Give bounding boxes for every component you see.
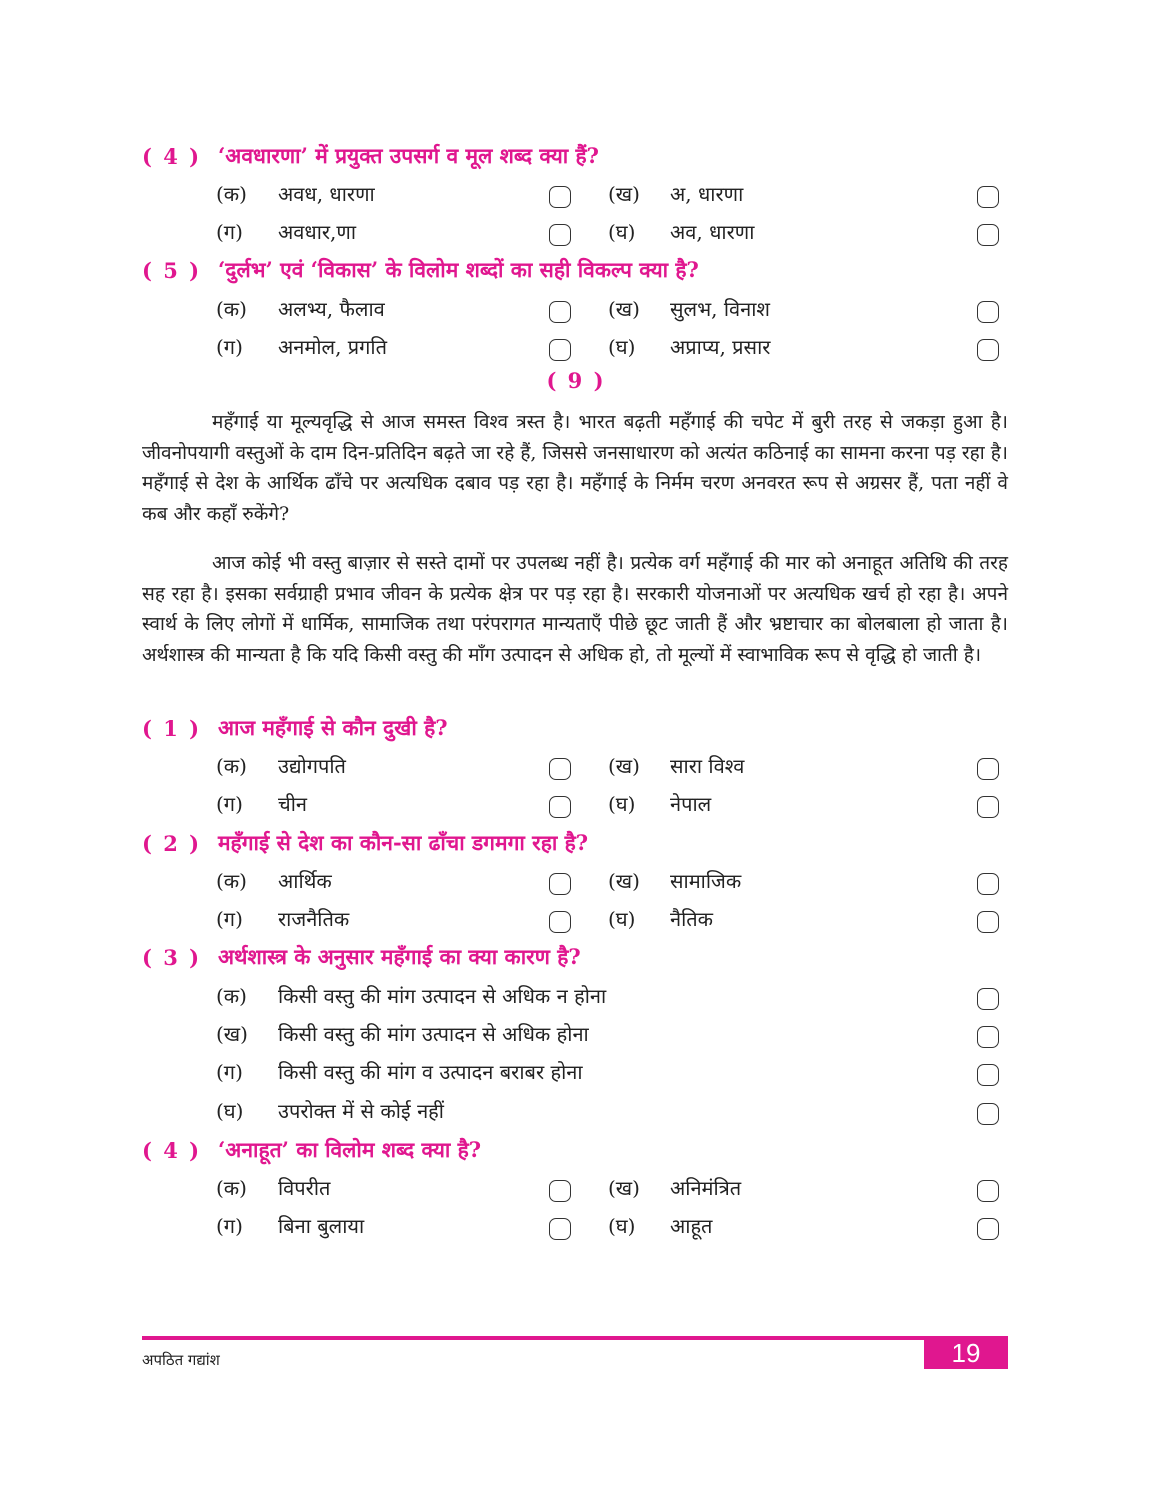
answer-checkbox[interactable]	[977, 339, 999, 361]
option-item	[608, 902, 713, 934]
answer-checkbox[interactable]	[549, 758, 571, 780]
option-text: अव, धारणा	[670, 219, 755, 244]
passage-paragraph: आज कोई भी वस्तु बाज़ार से सस्ते दामों पर उपलब्ध नहीं है। प्रत्येक वर्ग महँगाई की मार को अनाहूत अतिथि की तरह सह रहा है। इसका सर्वग्राही प्रभाव जीवन के प्रत्येक क्षेत्र पर पड़ रहा है। सरकारी योजनाओं पर अत्यधिक खर्च हो रहा है। अपने स्वार्थ के लिए लोगों में धार्मिक, सामाजिक तथा परंपरागत मान्यताएँ पीछे छूट जाती हैं और भ्रष्टाचार का बोलबाला हो जाता है। अर्थशास्त्र की मान्यता है कि यदि किसी वस्तु की माँग उत्पादन से अधिक हो, तो मूल्यों में स्वाभाविक रूप से वृद्धि हो जाती है।	[142, 552, 1008, 667]
answer-checkbox[interactable]	[977, 911, 999, 933]
question-title	[142, 139, 599, 173]
option-text: सुलभ, विनाश	[670, 296, 771, 321]
option-label: (घ)	[608, 334, 636, 359]
option-item	[216, 787, 307, 819]
answer-checkbox[interactable]	[549, 301, 571, 323]
answer-checkbox[interactable]	[977, 873, 999, 895]
option-text: अनिमंत्रित	[670, 1175, 742, 1200]
option-item	[608, 864, 741, 896]
option-label: (ख)	[608, 1175, 640, 1200]
option-item	[216, 902, 349, 934]
option-item	[608, 292, 770, 324]
option-item	[216, 1209, 364, 1241]
option-label: (घ)	[608, 791, 636, 816]
option-item	[216, 1094, 444, 1126]
option-text: सारा विश्व	[670, 753, 745, 778]
option-text: आहूत	[670, 1213, 713, 1238]
question-number: ( 2 )	[142, 830, 202, 856]
option-item	[216, 864, 332, 896]
option-label: (क)	[216, 983, 247, 1008]
option-text: अलभ्य, फैलाव	[278, 296, 385, 321]
option-item	[216, 1017, 589, 1049]
option-item	[608, 1209, 712, 1241]
question-number: ( 4 )	[142, 1137, 202, 1163]
option-label: (घ)	[216, 1098, 244, 1123]
option-text: विपरीत	[278, 1175, 331, 1200]
question-number: ( 5 )	[142, 257, 202, 283]
question-title	[142, 1133, 481, 1167]
option-item	[608, 330, 770, 362]
option-label: (क)	[216, 296, 247, 321]
question-title	[142, 940, 581, 974]
question-text: ‘अवधारणा’ में प्रयुक्त उपसर्ग व मूल शब्द क्या हैं?	[218, 143, 599, 168]
option-text: नैतिक	[670, 906, 714, 931]
option-text: राजनैतिक	[278, 906, 350, 931]
answer-checkbox[interactable]	[549, 873, 571, 895]
option-label: (घ)	[608, 1213, 636, 1238]
option-text: चीन	[278, 791, 307, 816]
passage-paragraph: महँगाई या मूल्यवृद्धि से आज समस्त विश्व त्रस्त है। भारत बढ़ती महँगाई की चपेट में बुरी तरह से जकड़ा हुआ है। जीवनोपयागी वस्तुओं के दाम दिन-प्रतिदिन बढ़ते जा रहे हैं, जिससे जनसाधारण को अत्यंत कठिनाई का सामना करना पड़ रहा है। महँगाई से देश के आर्थिक ढाँचे पर अत्यधिक दबाव पड़ रहा है। महँगाई के निर्मम चरण अनवरत रूप से अग्रसर हैं, पता नहीं वे कब और कहाँ रुकेंगे?	[142, 411, 1008, 526]
option-text: बिना बुलाया	[278, 1213, 365, 1238]
answer-checkbox[interactable]	[977, 1064, 999, 1086]
question-title	[142, 711, 448, 745]
answer-checkbox[interactable]	[977, 796, 999, 818]
option-text: नेपाल	[670, 791, 712, 816]
option-text: अ, धारणा	[670, 181, 744, 206]
answer-checkbox[interactable]	[977, 301, 999, 323]
page-number: 19	[924, 1337, 1008, 1369]
option-label: (ग)	[216, 1059, 243, 1084]
option-item	[216, 215, 356, 247]
option-label: (घ)	[608, 906, 636, 931]
option-item	[216, 749, 346, 781]
option-label: (ख)	[216, 1021, 248, 1046]
option-label: (ख)	[608, 753, 640, 778]
option-label: (क)	[216, 753, 247, 778]
option-label: (ग)	[216, 334, 243, 359]
option-label: (ख)	[608, 868, 640, 893]
footer-divider	[142, 1336, 1008, 1340]
option-label: (ग)	[216, 219, 243, 244]
answer-checkbox[interactable]	[977, 758, 999, 780]
option-item	[608, 749, 744, 781]
option-item	[216, 292, 385, 324]
option-text: अप्राप्य, प्रसार	[670, 334, 771, 359]
option-text: उद्योगपति	[278, 753, 346, 778]
option-text: अवधार,णा	[278, 219, 357, 244]
question-text: महँगाई से देश का कौन-सा ढाँचा डगमगा रहा है?	[218, 830, 589, 855]
question-text: अर्थशास्त्र के अनुसार महँगाई का क्या कारण है?	[218, 944, 581, 969]
option-text: किसी वस्तु की मांग व उत्पादन बराबर होना	[278, 1059, 583, 1084]
answer-checkbox[interactable]	[549, 1218, 571, 1240]
question-title	[142, 826, 588, 860]
option-item	[216, 979, 606, 1011]
answer-checkbox[interactable]	[977, 988, 999, 1010]
answer-checkbox[interactable]	[977, 1218, 999, 1240]
option-label: (ग)	[216, 791, 243, 816]
option-label: (ख)	[608, 296, 640, 321]
question-text: ‘अनाहूत’ का विलोम शब्द क्या है?	[218, 1137, 482, 1162]
option-item	[216, 330, 387, 362]
option-text: अवध, धारणा	[278, 181, 375, 206]
option-label: (ग)	[216, 906, 243, 931]
answer-checkbox[interactable]	[549, 339, 571, 361]
option-text: सामाजिक	[670, 868, 742, 893]
question-number: ( 3 )	[142, 944, 202, 970]
passage-number: ( 9 )	[546, 368, 606, 393]
option-item	[216, 1171, 330, 1203]
answer-checkbox[interactable]	[549, 224, 571, 246]
section-title: अपठित गद्यांश	[142, 1351, 220, 1369]
option-label: (क)	[216, 868, 247, 893]
answer-checkbox[interactable]	[549, 1180, 571, 1202]
answer-checkbox[interactable]	[977, 186, 999, 208]
option-text: किसी वस्तु की मांग उत्पादन से अधिक न होना	[278, 983, 607, 1008]
answer-checkbox[interactable]	[549, 911, 571, 933]
question-text: ‘दुर्लभ’ एवं ‘विकास’ के विलोम शब्दों का सही विकल्प क्या है?	[218, 257, 699, 282]
answer-checkbox[interactable]	[549, 186, 571, 208]
option-item	[608, 177, 743, 209]
question-title	[142, 253, 699, 287]
option-item	[608, 1171, 741, 1203]
option-item	[608, 787, 711, 819]
option-text: अनमोल, प्रगति	[278, 334, 388, 359]
question-text: आज महँगाई से कौन दुखी है?	[218, 715, 448, 740]
answer-checkbox[interactable]	[549, 796, 571, 818]
answer-checkbox[interactable]	[977, 1026, 999, 1048]
answer-checkbox[interactable]	[977, 1180, 999, 1202]
option-label: (क)	[216, 181, 247, 206]
option-label: (क)	[216, 1175, 247, 1200]
option-item	[608, 215, 754, 247]
option-label: (घ)	[608, 219, 636, 244]
option-label: (ग)	[216, 1213, 243, 1238]
option-text: आर्थिक	[278, 868, 332, 893]
answer-checkbox[interactable]	[977, 1103, 999, 1125]
question-number: ( 4 )	[142, 143, 202, 169]
answer-checkbox[interactable]	[977, 224, 999, 246]
option-label: (ख)	[608, 181, 640, 206]
option-item	[216, 177, 375, 209]
option-text: किसी वस्तु की मांग उत्पादन से अधिक होना	[278, 1021, 589, 1046]
question-number: ( 1 )	[142, 715, 202, 741]
option-text: उपरोक्त में से कोई नहीं	[278, 1098, 444, 1123]
option-item	[216, 1055, 583, 1087]
